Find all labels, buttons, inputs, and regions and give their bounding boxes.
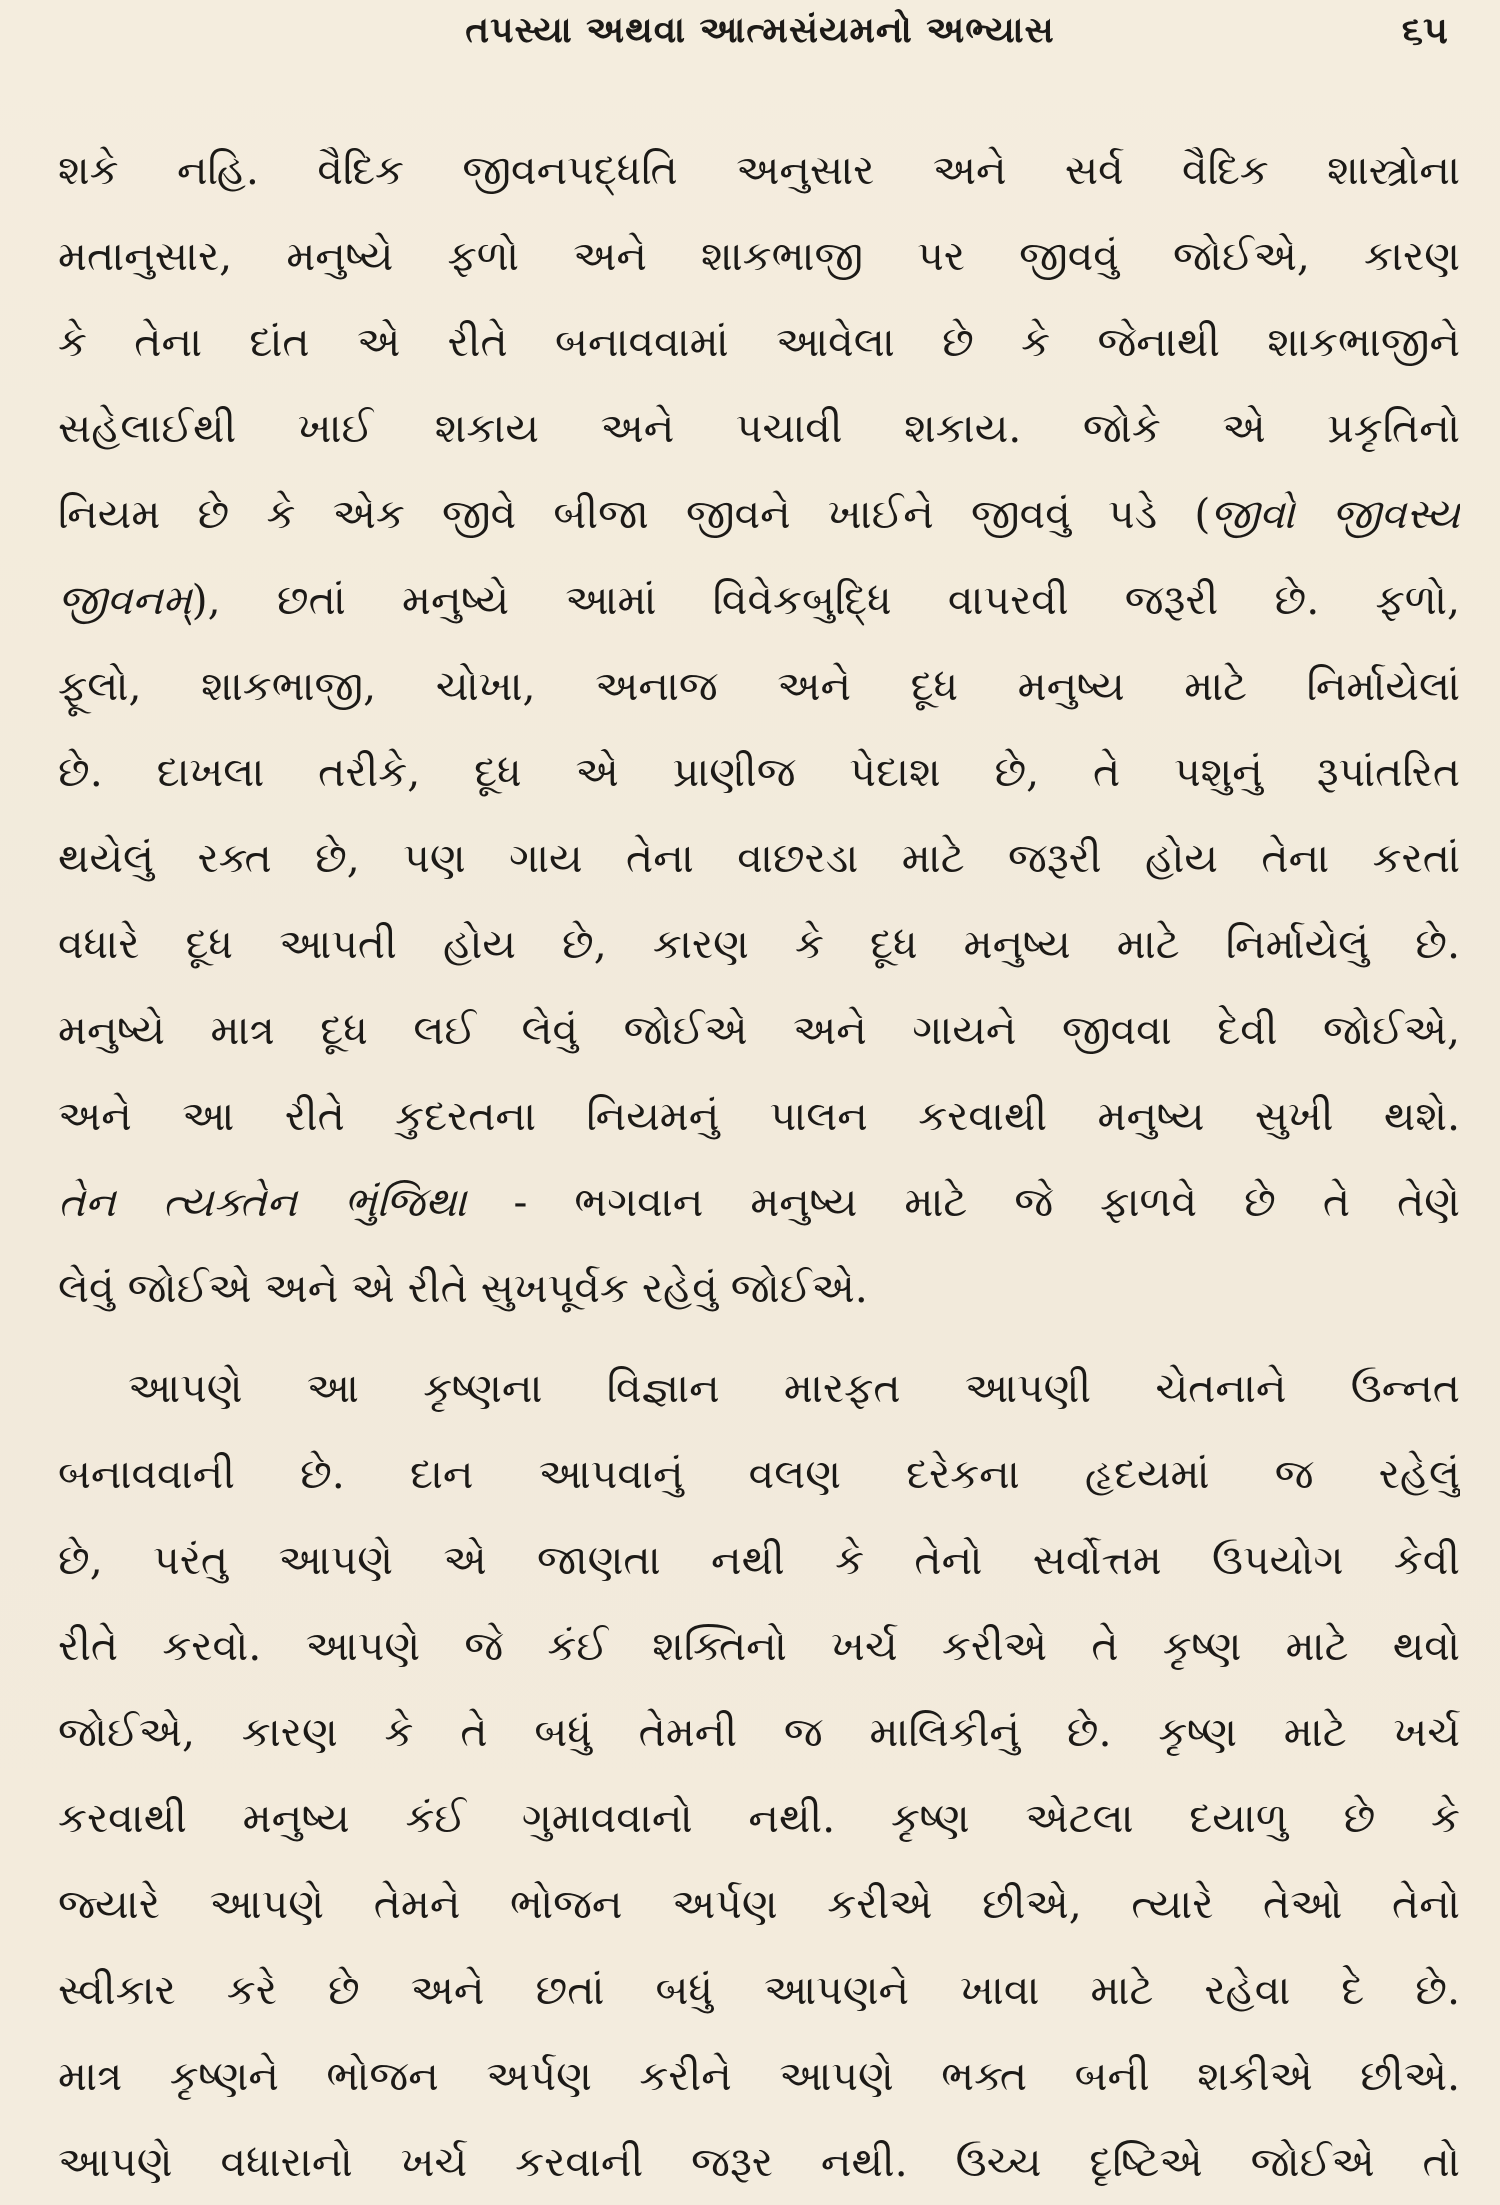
text-line: રીતે કરવો. આપણે જે કંઈ શક્તિનો ખર્ચ કરીએ તે કૃષ્ણ માટે થવો	[58, 1622, 1460, 1670]
body-text	[58, 127, 1460, 2205]
text-line: સ્વીકાર કરે છે અને છતાં બધું આપણને ખાવા માટે રહેવા દે છે.	[58, 1966, 1460, 2014]
page-number: ૬૫	[1401, 7, 1448, 52]
text-line	[58, 471, 1460, 557]
text-line: આપણે વધારાનો ખર્ચ કરવાની જરૂર નથી. ઉચ્ચ દૃષ્ટિએ જોઈએ તો	[58, 2138, 1460, 2186]
text-line: અને આ રીતે કુદરતના નિયમનું પાલન કરવાથી મનુષ્ય સુખી થશે.	[58, 1092, 1460, 1140]
text-line: માત્ર કૃષ્ણને ભોજન અર્પણ કરીને આપણે ભક્ત બની શકીએ છીએ.	[58, 2052, 1460, 2100]
sanskrit-quote: તેન ત્યક્તેન ભુંજિથા	[58, 1178, 467, 1226]
text-line: છે, પરંતુ આપણે એ જાણતા નથી કે તેનો સર્વોત્તમ ઉપયોગ કેવી	[58, 1536, 1460, 1584]
paragraph-gap	[58, 1331, 1460, 1345]
text-line: મનુષ્યે માત્ર દૂધ લઈ લેવું જોઈએ અને ગાયને જીવવા દેવી જોઈએ,	[58, 1006, 1460, 1054]
text-line: સહેલાઈથી ખાઈ શકાય અને પચાવી શકાય. જોકે એ પ્રકૃતિનો	[58, 404, 1460, 452]
text-line: થયેલું રક્ત છે, પણ ગાય તેના વાછરડા માટે જરૂરી હોય તેના કરતાં	[58, 834, 1460, 882]
text-segment: - ભગવાન મનુષ્ય માટે જે ફાળવે છે તે તેણે	[466, 1178, 1460, 1226]
text-segment: ), છતાં મનુષ્યે આમાં વિવેકબુદ્ધિ વાપરવી જરૂરી છે. ફળો,	[191, 576, 1460, 624]
page-header	[60, 8, 1460, 52]
sanskrit-quote: જીવો જીવસ્ય	[1210, 490, 1460, 538]
paragraph-1	[58, 127, 1460, 1331]
text-line: બનાવવાની છે. દાન આપવાનું વલણ દરેકના હૃદયમાં જ રહેલું	[58, 1450, 1460, 1498]
text-line: જોઈએ, કારણ કે તે બધું તેમની જ માલિકીનું છે. કૃષ્ણ માટે ખર્ચ	[58, 1708, 1460, 1756]
text-line: ફૂલો, શાકભાજી, ચોખા, અનાજ અને દૂધ મનુષ્ય માટે નિર્માયેલાં	[58, 662, 1460, 710]
text-line: વધારે દૂધ આપતી હોય છે, કારણ કે દૂધ મનુષ્ય માટે નિર્માયેલું છે.	[58, 920, 1460, 968]
sanskrit-quote: જીવનમ્	[58, 576, 192, 624]
running-head: તપસ્યા અથવા આત્મસંયમનો અભ્યાસ	[465, 9, 1055, 51]
text-line	[58, 1159, 1460, 1245]
text-line: કરવાથી મનુષ્ય કંઈ ગુમાવવાનો નથી. કૃષ્ણ એટલા દયાળુ છે કે	[58, 1794, 1460, 1842]
text-line	[58, 557, 1460, 643]
text-line: છે. દાખલા તરીકે, દૂધ એ પ્રાણીજ પેદાશ છે, તે પશુનું રૂપાંતરિત	[58, 748, 1460, 796]
text-line: કે તેના દાંત એ રીતે બનાવવામાં આવેલા છે કે જેનાથી શાકભાજીને	[58, 318, 1460, 366]
text-line: શકે નહિ. વૈદિક જીવનપદ્ધતિ અનુસાર અને સર્વ વૈદિક શાસ્ત્રોના	[58, 146, 1460, 194]
text-segment: નિયમ છે કે એક જીવે બીજા જીવને ખાઈને જીવવું પડે (	[58, 490, 1211, 538]
text-line: મતાનુસાર, મનુષ્યે ફળો અને શાકભાજી પર જીવવું જોઈએ, કારણ	[58, 232, 1460, 280]
paragraph-2	[58, 1345, 1460, 2205]
text-line: આપણે આ કૃષ્ણના વિજ્ઞાન મારફત આપણી ચેતનાને ઉન્નત	[128, 1364, 1460, 1412]
text-line: જ્યારે આપણે તેમને ભોજન અર્પણ કરીએ છીએ, ત્યારે તેઓ તેનો	[58, 1880, 1460, 1928]
text-line: લેવું જોઈએ અને એ રીતે સુખપૂર્વક રહેવું જોઈએ.	[58, 1264, 868, 1312]
